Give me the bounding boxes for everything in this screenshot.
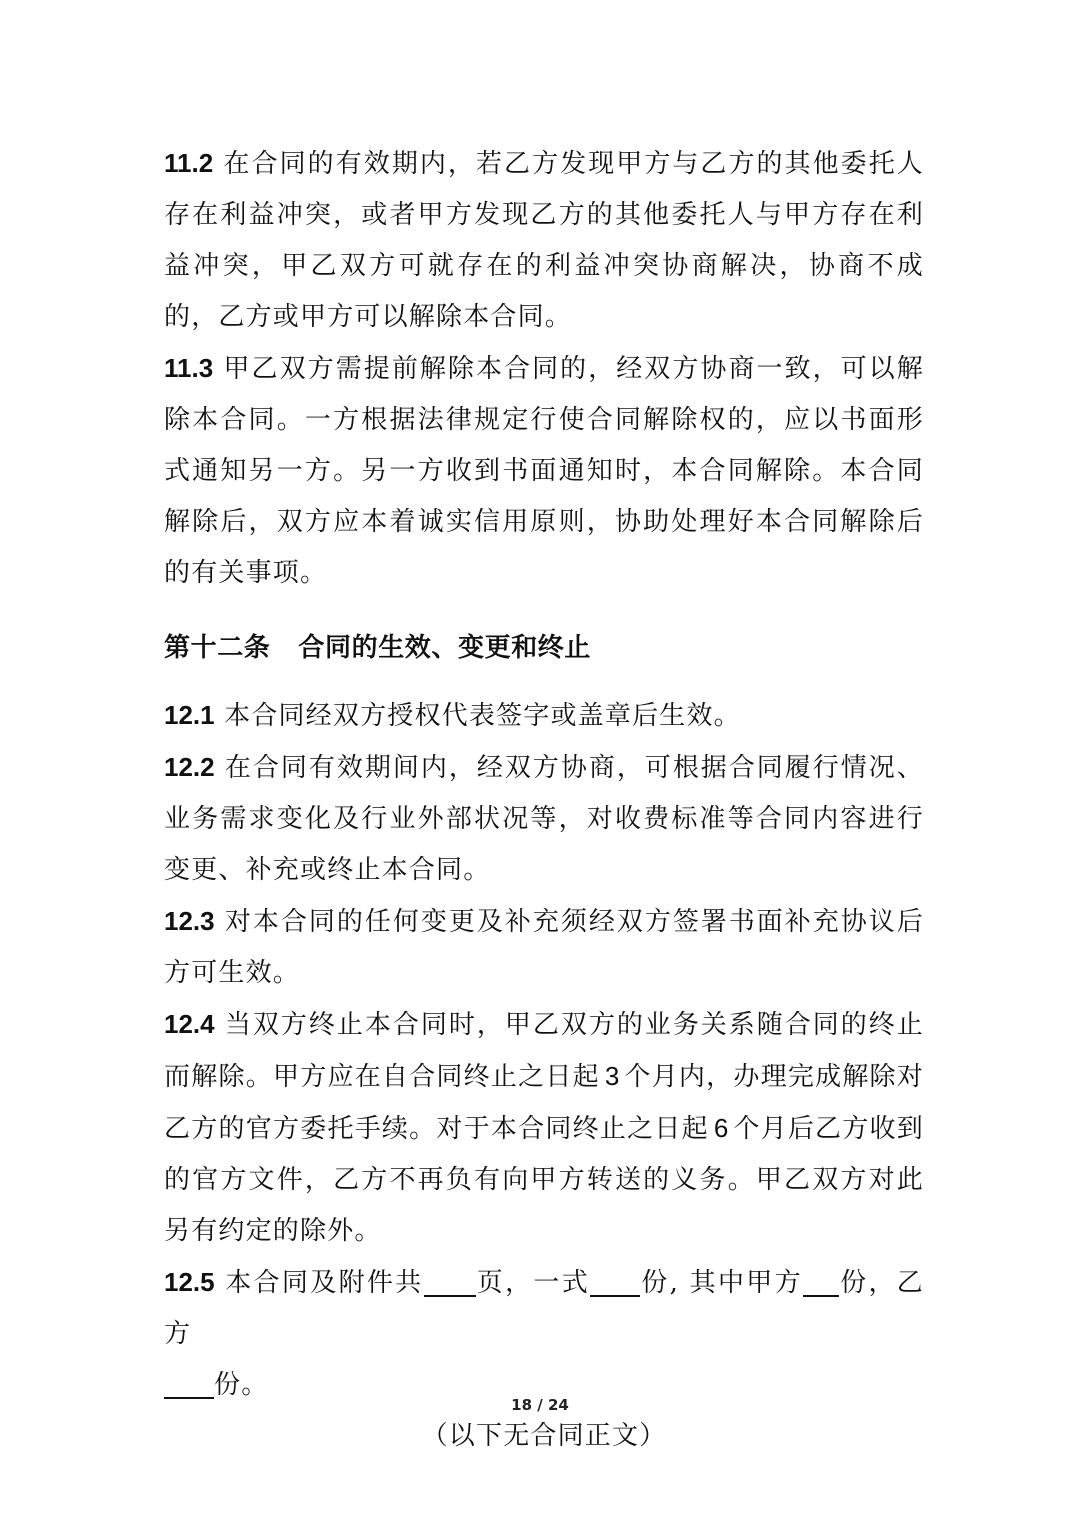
document-page: [164, 138, 924, 1462]
clause-text: 本合同经双方授权代表签字或盖章后生效。: [224, 701, 741, 731]
clause-11-2: [164, 138, 924, 343]
clause-12-2: [164, 742, 924, 896]
clause-12-1: [164, 690, 924, 742]
clause-number: 12.5: [164, 1267, 215, 1297]
clause-number: 12.4: [164, 1009, 215, 1039]
clause-12-4: [164, 999, 924, 1257]
clause-12-3: [164, 896, 924, 999]
clause-number: 12.1: [164, 700, 215, 730]
clause-number: 12.2: [164, 752, 215, 782]
clause-text-b: 个月内，办理完成解除对乙方的官方委托手续。对于本合同终止之日起: [164, 1062, 925, 1144]
clause-text: 对本合同的任何变更及补充须经双方签署书面补充协议后方可生效。: [164, 907, 924, 988]
clause-number: 11.2: [164, 148, 214, 178]
clause-text: 在合同有效期间内，经双方协商，可根据合同履行情况、业务需求变化及行业外部状况等，对收费标准等合同内容进行变更、补充或终止本合同。: [164, 753, 924, 885]
article-title: 合同的生效、变更和终止: [298, 633, 592, 663]
blank-party-b-copies: [164, 1367, 214, 1399]
clause-number: 11.3: [164, 353, 214, 383]
article-number: 第十二条: [164, 633, 271, 663]
clause-text-part3: 份, 其中甲方: [640, 1268, 803, 1298]
clause-text-part1: 本合同及附件共: [225, 1268, 424, 1298]
months-value: 6: [713, 1113, 729, 1143]
clause-text: 甲乙双方需提前解除本合同的，经双方协商一致，可以解除本合同。一方根据法律规定行使合同解除权的，应以书面形式通知另一方。另一方收到书面通知时，本合同解除。本合同解除后，双方应本着诚实信用原则，协助处理好本合同解除后的有关事项。: [164, 354, 924, 588]
clause-11-3: [164, 343, 924, 599]
clause-text-part5: 份。: [214, 1370, 269, 1400]
clause-text-part2: 页，一式: [475, 1268, 591, 1298]
article-12-heading: [164, 623, 924, 674]
blank-page-count: [424, 1265, 476, 1297]
clause-text-part4: 份，乙方: [164, 1268, 924, 1349]
clause-text: 在合同的有效期内，若乙方发现甲方与乙方的其他委托人存在利益冲突，或者甲方发现乙方的其他委托人与甲方存在利益冲突，甲乙双方可就存在的利益冲突协商解决，协商不成的，乙方或甲方可以解除本合同。: [164, 149, 924, 332]
clause-12-5: [164, 1257, 924, 1411]
clause-text-c: 个月后乙方收到的官方文件，乙方不再负有向甲方转送的义务。甲乙双方对此另有约定的除外。: [164, 1114, 924, 1246]
clause-text-a: 当双方终止本合同时，甲乙双方的业务关系随合同的终止而解除。甲方应在自合同终止之日起: [164, 1010, 924, 1092]
end-of-contract-note: （以下无合同正文）: [421, 1421, 667, 1451]
clause-number: 12.3: [164, 906, 215, 936]
months-value: 3: [604, 1061, 620, 1091]
page-number: 18 / 24: [511, 1396, 569, 1414]
blank-copy-count: [590, 1265, 640, 1297]
blank-party-a-copies: [803, 1265, 839, 1297]
